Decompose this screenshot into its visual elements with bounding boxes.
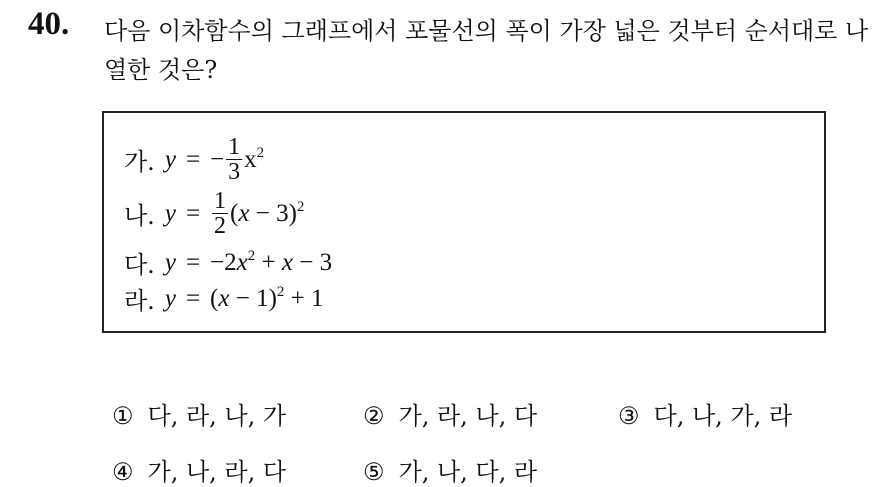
item-label: 라. [124, 287, 155, 315]
choice-marker: ④ [112, 458, 134, 486]
choice-2[interactable] [363, 396, 537, 431]
choice-marker: ① [112, 402, 134, 430]
function-box [102, 111, 826, 333]
item-eq: = [185, 145, 201, 173]
item-eq: = [185, 284, 201, 312]
choice-marker: ③ [618, 402, 640, 430]
item-eq: = [185, 248, 201, 276]
item-na [124, 189, 304, 238]
fraction-denominator: 2 [214, 213, 227, 239]
item-expression: $-2x^2 + x - 3$ [210, 247, 333, 276]
choice-text: 다, 라, 나, 가 [147, 402, 287, 430]
fraction [212, 189, 228, 238]
item-label: 가. [124, 148, 155, 176]
choice-text: 가, 라, 나, 다 [398, 402, 538, 430]
fraction [226, 135, 242, 184]
choice-marker: ② [363, 402, 385, 430]
item-eq: = [185, 199, 201, 227]
item-var: y [164, 145, 176, 173]
fraction-denominator: 3 [228, 159, 241, 185]
item-da [124, 245, 332, 280]
choice-text: 가, 나, 라, 다 [147, 458, 287, 486]
fraction-numerator: 1 [228, 134, 241, 160]
choice-marker: ⑤ [363, 458, 385, 486]
question-text: 다음 이차함수의 그래프에서 포물선의 폭이 가장 넓은 것부터 순서대로 나열한 것은? [104, 17, 869, 84]
item-sign: − [210, 145, 225, 173]
choice-3[interactable] [618, 396, 792, 431]
choice-4[interactable] [112, 452, 286, 487]
fraction-numerator: 1 [214, 188, 227, 214]
item-label: 나. [124, 202, 155, 230]
choice-text: 가, 나, 다, 라 [398, 458, 538, 486]
item-var: y [164, 284, 176, 312]
choice-1[interactable] [112, 396, 286, 431]
item-expression: $(x - 1)^2 + 1$ [210, 283, 324, 312]
item-var: y [164, 248, 176, 276]
item-expression: $x^2$ [244, 144, 265, 173]
question-number: 40. [28, 6, 70, 42]
item-ga [124, 135, 264, 184]
choice-5[interactable] [363, 452, 537, 487]
item-var: y [164, 199, 176, 227]
item-ra [124, 281, 324, 316]
item-label: 다. [124, 251, 155, 279]
choice-text: 다, 나, 가, 라 [653, 402, 793, 430]
item-expression: $(x - 3)^2$ [230, 198, 305, 227]
